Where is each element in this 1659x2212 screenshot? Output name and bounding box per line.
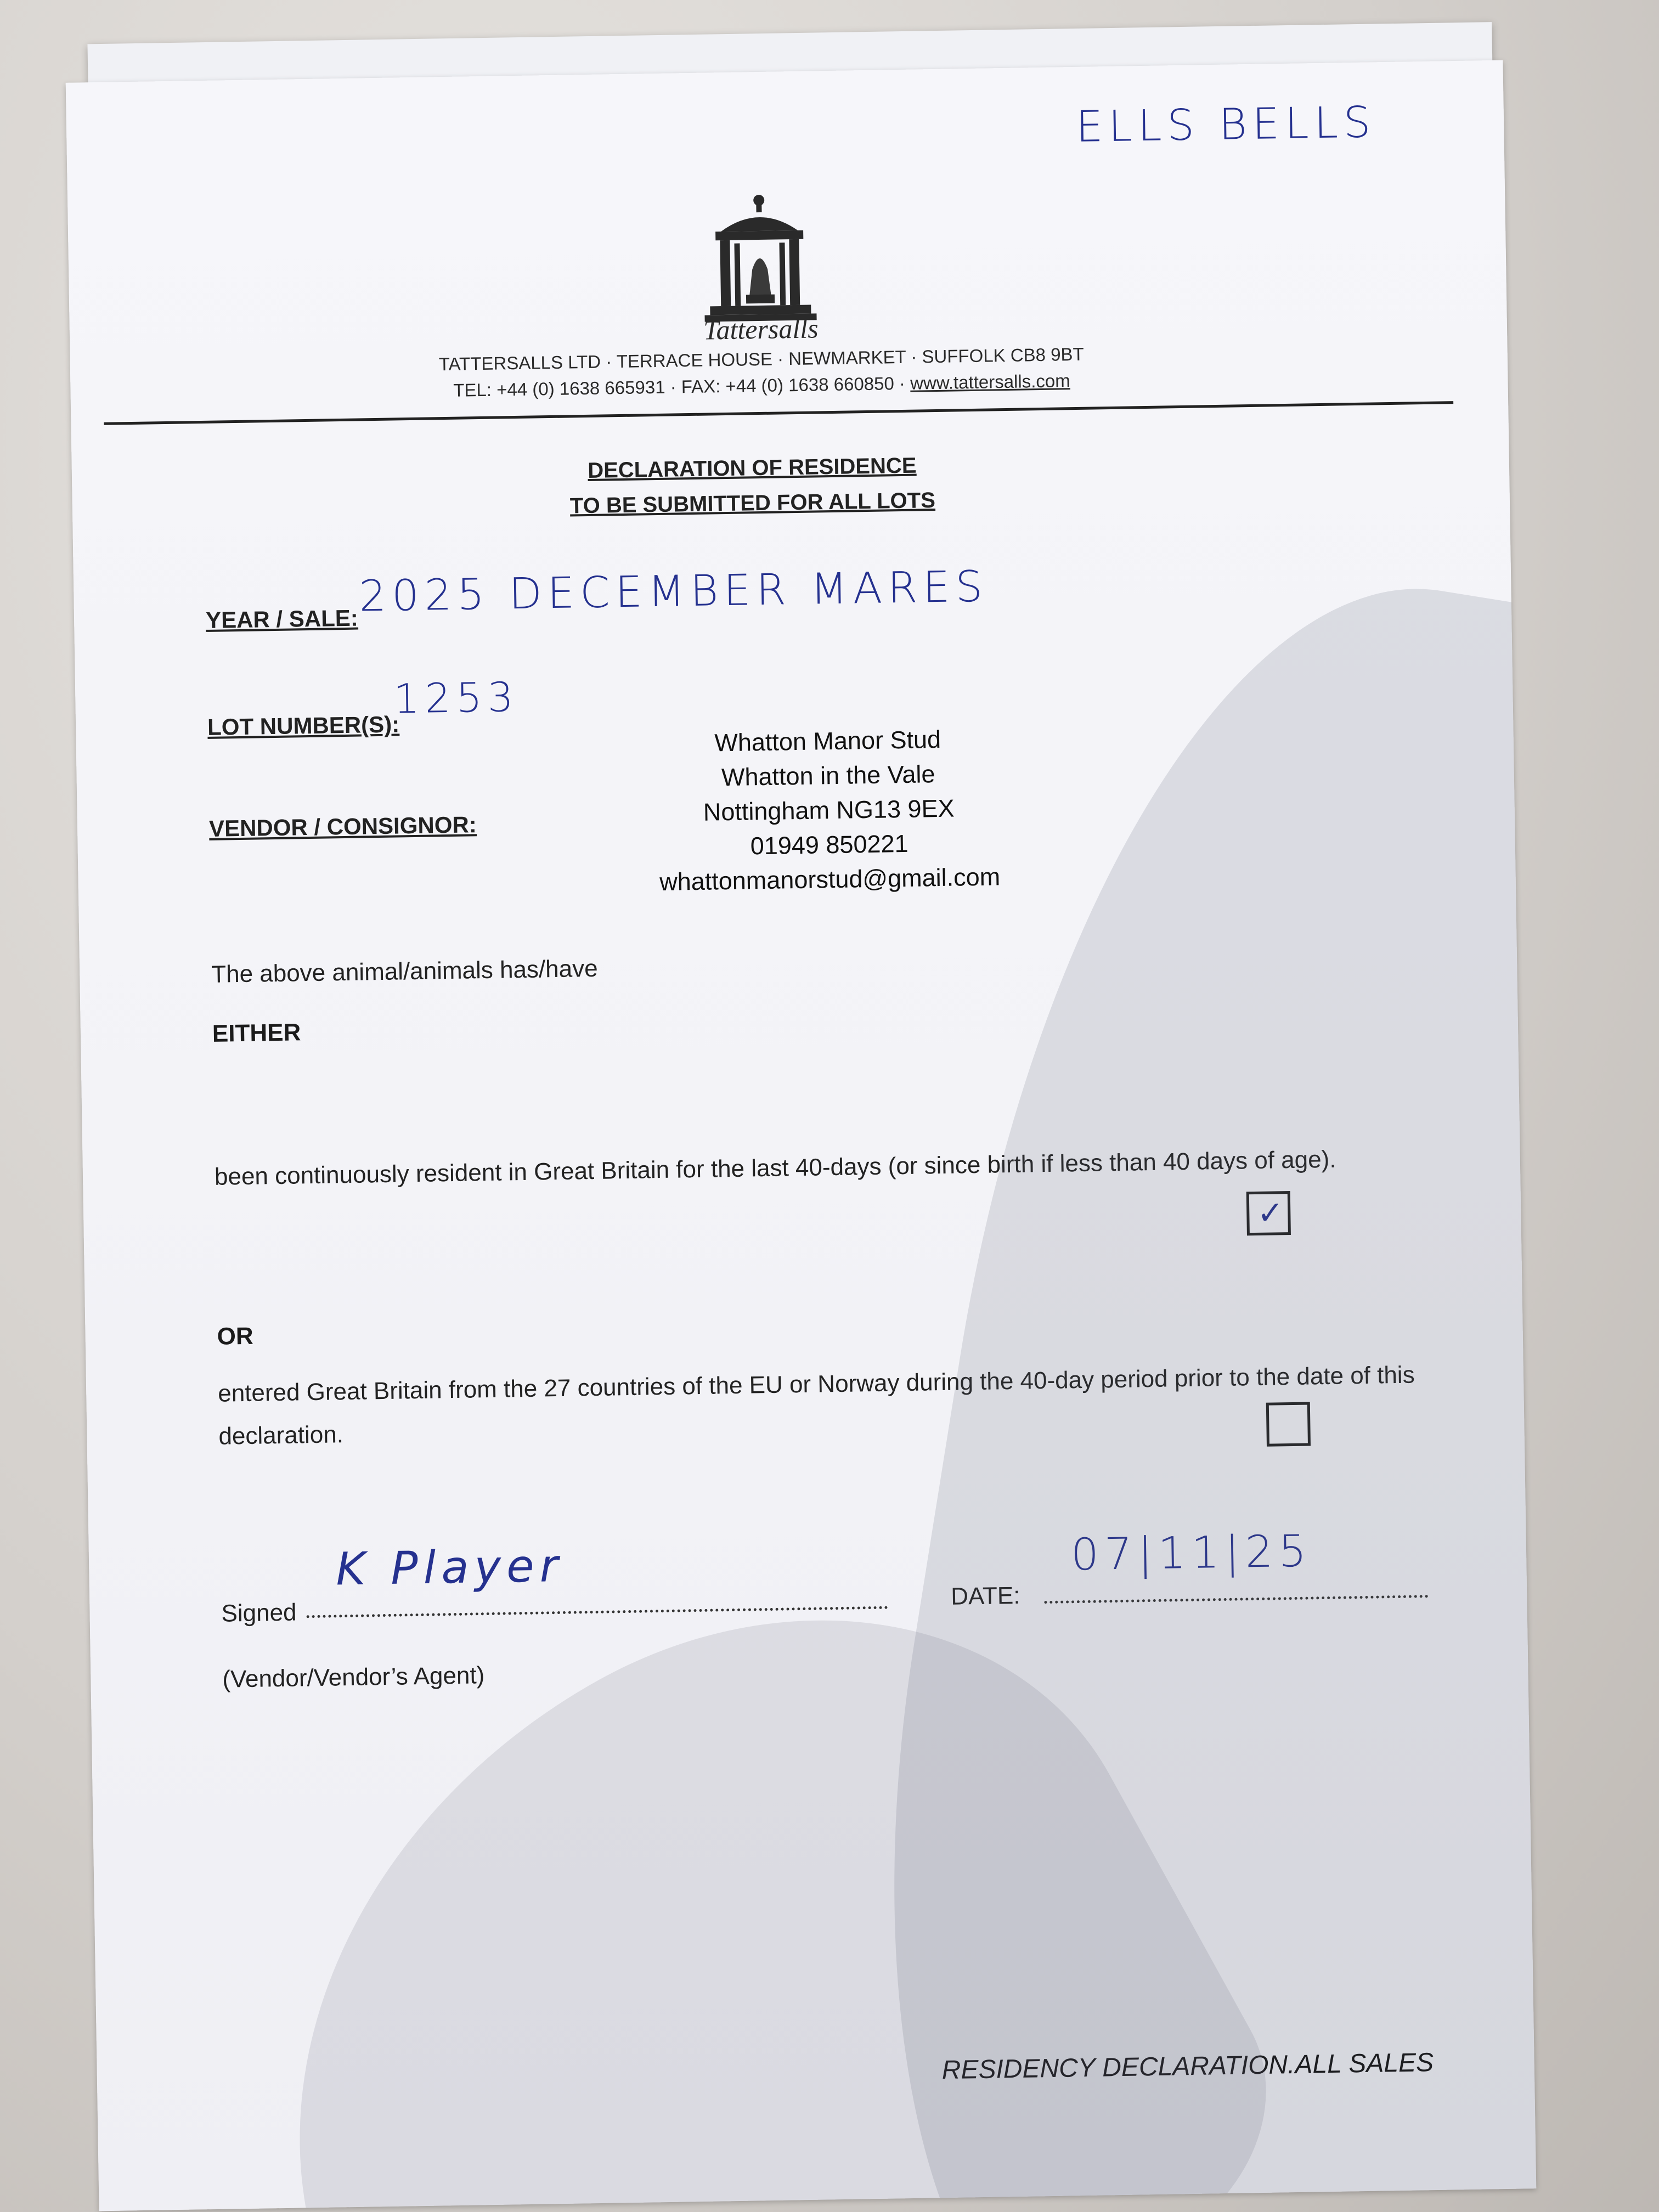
handwritten-note: ELLS BELLS [1075,98,1377,152]
lot-number-label: LOT NUMBER(S): [207,711,400,740]
signed-label: Signed [221,1599,297,1627]
brand-wordmark: Tattersalls [703,313,819,346]
letterhead-address: TATTERSALLS LTD · TERRACE HOUSE · NEWMARKET · SUFFOLK CB8 9BT [438,343,1084,375]
or-heading: OR [217,1322,253,1350]
date-label: DATE: [950,1582,1020,1610]
year-sale-value[interactable]: 2025 DECEMBER MARES [358,562,989,622]
header-divider [104,401,1453,425]
contact-numbers: TEL: +44 (0) 1638 665931 · FAX: +44 (0) 1638 660850 · [453,373,911,400]
date-line [1044,1589,1428,1604]
vendor-line: 01949 850221 [750,829,909,860]
date-value[interactable]: 07|11|25 [1070,1525,1313,1581]
website-link[interactable]: www.tattersalls.com [910,370,1070,393]
intro-text: The above animal/animals has/have [211,955,598,988]
form-footer: RESIDENCY DECLARATION.ALL SALES [941,2048,1434,2085]
title-line-2: TO BE SUBMITTED FOR ALL LOTS [569,488,936,518]
letterhead-contact [377,369,1146,402]
vendor-line: Nottingham NG13 9EX [703,794,955,826]
vendor-address [580,720,1077,900]
declaration-form [66,60,1537,2211]
form-title [422,445,1082,526]
option-2-text: entered Great Britain from the 27 countries of the EU or Norway during the 40-day period prior to the date of this declaration. [217,1361,1415,1450]
option-1-text: been continuously resident in Great Britain for the last 40-days (or since birth if less than 40 days of age). [214,1146,1336,1190]
title-line-1: DECLARATION OF RESIDENCE [587,453,917,483]
vendor-email: whattonmanorstud@gmail.com [659,862,1001,896]
signer-role: (Vendor/Vendor’s Agent) [222,1662,485,1693]
signature-value[interactable]: K Player [335,1539,565,1596]
option-1-checkbox[interactable] [1246,1191,1291,1235]
either-heading: EITHER [212,1019,301,1047]
signature-line [306,1601,888,1618]
lot-number-value[interactable]: 1253 [393,673,520,723]
vendor-label: VENDOR / CONSIGNOR: [208,811,477,842]
year-sale-label: YEAR / SALE: [205,605,359,633]
tattersalls-logo-icon [698,191,821,325]
vendor-line: Whatton in the Vale [721,760,935,792]
vendor-line: Whatton Manor Stud [714,725,941,757]
checkmark-icon: ✓ [1256,1195,1284,1231]
option-2-checkbox[interactable] [1266,1402,1311,1446]
